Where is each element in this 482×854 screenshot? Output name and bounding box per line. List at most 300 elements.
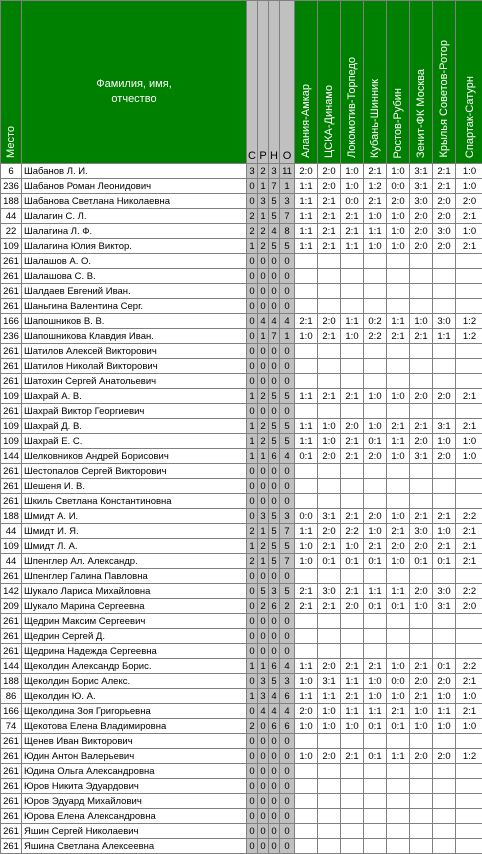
score-cell: 2:0 — [433, 749, 456, 764]
score-cell: 1:1 — [433, 704, 456, 719]
score-cell: 2:1 — [341, 209, 364, 224]
name-cell: Шахрай Д. В. — [22, 419, 247, 434]
stat-cell: 5 — [269, 509, 280, 524]
place-cell: 261 — [1, 839, 22, 854]
name-cell: Шабанова Светлана Николаевна — [22, 194, 247, 209]
stat-cell: 2 — [258, 419, 269, 434]
name-cell: Шахрай Виктор Георгиевич — [22, 404, 247, 419]
place-cell: 166 — [1, 704, 22, 719]
place-cell: 44 — [1, 209, 22, 224]
stat-cell: 0 — [280, 344, 295, 359]
score-cell: 2:1 — [456, 389, 482, 404]
score-cell: 2:1 — [410, 509, 433, 524]
score-cell — [387, 764, 410, 779]
score-cell — [387, 359, 410, 374]
score-cell — [295, 629, 318, 644]
place-cell: 261 — [1, 614, 22, 629]
stat-cell: 0 — [269, 344, 280, 359]
stat-cell: 0 — [280, 794, 295, 809]
stat-cell: 0 — [247, 344, 258, 359]
score-cell: 2:0 — [341, 599, 364, 614]
stat-cell: 1 — [258, 209, 269, 224]
stat-cell: 0 — [269, 734, 280, 749]
table-row — [1, 299, 482, 314]
stat-cell: 5 — [269, 194, 280, 209]
stat-cell: 3 — [247, 164, 258, 179]
stat-cell: 2 — [280, 599, 295, 614]
stat-cell: 0 — [258, 284, 269, 299]
score-cell — [341, 734, 364, 749]
score-cell: 2:1 — [318, 329, 341, 344]
score-cell — [364, 614, 387, 629]
table-row — [1, 179, 482, 194]
name-cell: Шалашова С. В. — [22, 269, 247, 284]
stat-cell: 0 — [269, 374, 280, 389]
place-cell: 261 — [1, 374, 22, 389]
score-cell: 1:0 — [295, 539, 318, 554]
score-cell: 3:1 — [433, 419, 456, 434]
score-cell: 2:1 — [341, 749, 364, 764]
score-cell: 2:0 — [433, 209, 456, 224]
stat-cell: 0 — [247, 284, 258, 299]
stat-cell: 2 — [258, 389, 269, 404]
score-cell: 1:0 — [318, 434, 341, 449]
table-row — [1, 464, 482, 479]
score-cell: 1:1 — [295, 209, 318, 224]
score-cell — [387, 614, 410, 629]
stat-cell: 0 — [258, 374, 269, 389]
score-cell — [341, 284, 364, 299]
score-cell — [456, 764, 482, 779]
score-cell: 1:0 — [433, 719, 456, 734]
score-cell — [387, 254, 410, 269]
score-cell — [318, 464, 341, 479]
score-cell: 1:0 — [433, 524, 456, 539]
stat-cell: 0 — [247, 794, 258, 809]
name-cell: Юрова Елена Александровна — [22, 809, 247, 824]
score-cell — [318, 269, 341, 284]
table-row — [1, 224, 482, 239]
score-cell: 2:0 — [318, 164, 341, 179]
stat-cell: 0 — [258, 569, 269, 584]
stat-cell: 0 — [247, 704, 258, 719]
place-header: Место — [1, 1, 22, 164]
score-cell — [456, 794, 482, 809]
name-cell: Юров Эдуард Михайлович — [22, 794, 247, 809]
score-cell: 2:0 — [387, 539, 410, 554]
score-cell — [318, 404, 341, 419]
stat-cell: 1 — [247, 449, 258, 464]
score-cell: 2:1 — [295, 599, 318, 614]
score-cell — [318, 614, 341, 629]
score-cell — [387, 569, 410, 584]
stat-cell: 5 — [280, 239, 295, 254]
score-cell: 1:0 — [364, 689, 387, 704]
place-cell: 109 — [1, 239, 22, 254]
score-cell: 1:0 — [456, 689, 482, 704]
stat-cell: 5 — [269, 239, 280, 254]
stat-cell: 0 — [247, 404, 258, 419]
name-cell: Шахрай Е. С. — [22, 434, 247, 449]
score-cell: 1:1 — [387, 749, 410, 764]
score-cell: 2:2 — [456, 584, 482, 599]
place-cell: 188 — [1, 674, 22, 689]
stat-cell: 2 — [258, 239, 269, 254]
score-cell: 2:1 — [387, 704, 410, 719]
score-cell: 2:1 — [456, 554, 482, 569]
score-cell — [364, 839, 387, 854]
score-cell: 1:0 — [456, 179, 482, 194]
stat-cell: 0 — [258, 719, 269, 734]
score-cell: 2:1 — [341, 659, 364, 674]
stat-cell: 0 — [269, 614, 280, 629]
stat-cell: 4 — [258, 314, 269, 329]
score-cell — [433, 374, 456, 389]
stat-cell: 0 — [269, 749, 280, 764]
score-cell: 3:0 — [433, 314, 456, 329]
stat-cell: 0 — [258, 359, 269, 374]
table-row — [1, 404, 482, 419]
name-cell: Шешеня И. В. — [22, 479, 247, 494]
header-row — [1, 1, 482, 164]
score-cell — [318, 284, 341, 299]
score-cell: 2:1 — [456, 539, 482, 554]
score-cell: 2:1 — [387, 419, 410, 434]
name-cell: Яшина Светлана Алексеевна — [22, 839, 247, 854]
score-cell — [341, 404, 364, 419]
stat-cell: 0 — [269, 254, 280, 269]
score-cell — [364, 284, 387, 299]
score-cell: 2:1 — [318, 389, 341, 404]
score-cell — [410, 734, 433, 749]
stat-cell: 3 — [280, 194, 295, 209]
score-cell: 1:0 — [364, 419, 387, 434]
stat-cell: 6 — [269, 659, 280, 674]
score-cell — [387, 809, 410, 824]
table-row — [1, 269, 482, 284]
name-cell: Щедрин Сергей Д. — [22, 629, 247, 644]
score-cell — [364, 494, 387, 509]
table-body — [1, 164, 482, 854]
score-cell: 1:0 — [410, 704, 433, 719]
name-cell: Щеколдина Зоя Григорьевна — [22, 704, 247, 719]
score-cell: 2:1 — [433, 509, 456, 524]
place-cell: 261 — [1, 359, 22, 374]
score-cell: 1:0 — [410, 314, 433, 329]
score-cell: 1:0 — [341, 539, 364, 554]
score-cell: 0:0 — [387, 179, 410, 194]
table-row — [1, 554, 482, 569]
stat-cell: 3 — [280, 674, 295, 689]
score-cell — [364, 479, 387, 494]
match-header: Ростов-Рубин — [387, 1, 410, 164]
name-cell: Шалагин С. Л. — [22, 209, 247, 224]
score-cell: 2:0 — [410, 389, 433, 404]
score-cell: 2:1 — [364, 539, 387, 554]
score-cell — [341, 374, 364, 389]
score-cell — [387, 734, 410, 749]
stat-cell: 0 — [280, 734, 295, 749]
score-cell — [341, 629, 364, 644]
score-cell — [318, 839, 341, 854]
stat-cell: 0 — [258, 764, 269, 779]
score-cell — [364, 374, 387, 389]
stat-cell: 0 — [247, 314, 258, 329]
match-header: Локомотив-Торпедо — [341, 1, 364, 164]
name-cell: Шалашов А. О. — [22, 254, 247, 269]
score-cell — [410, 794, 433, 809]
stat-cell: 2 — [258, 434, 269, 449]
table-row — [1, 239, 482, 254]
name-cell: Щеколдин Александр Борис. — [22, 659, 247, 674]
score-cell — [387, 494, 410, 509]
score-cell — [364, 359, 387, 374]
score-cell — [456, 404, 482, 419]
score-cell — [410, 839, 433, 854]
score-cell — [433, 614, 456, 629]
score-cell: 2:0 — [318, 314, 341, 329]
score-cell — [387, 374, 410, 389]
stat-cell: 0 — [258, 464, 269, 479]
score-cell — [433, 764, 456, 779]
name-cell: Щеколдин Борис Алекс. — [22, 674, 247, 689]
score-cell: 2:0 — [410, 239, 433, 254]
name-cell: Шалагина Юлия Виктор. — [22, 239, 247, 254]
stat-cell: 5 — [269, 674, 280, 689]
score-cell: 3:0 — [318, 584, 341, 599]
stat-cell: 4 — [280, 659, 295, 674]
score-cell: 2:1 — [433, 539, 456, 554]
score-cell: 2:0 — [456, 194, 482, 209]
score-cell — [295, 779, 318, 794]
score-cell: 1:0 — [295, 674, 318, 689]
score-cell: 2:1 — [341, 509, 364, 524]
score-cell — [341, 644, 364, 659]
place-cell: 261 — [1, 629, 22, 644]
table-row — [1, 344, 482, 359]
stat-cell: 1 — [247, 239, 258, 254]
place-cell: 109 — [1, 419, 22, 434]
score-cell: 1:0 — [387, 164, 410, 179]
score-cell: 2:0 — [433, 674, 456, 689]
stat-cell: 0 — [258, 749, 269, 764]
place-cell: 261 — [1, 464, 22, 479]
score-cell: 2:0 — [364, 449, 387, 464]
stat-header: Р — [258, 1, 269, 164]
name-cell: Яшин Сергей Николаевич — [22, 824, 247, 839]
stat-cell: 0 — [258, 629, 269, 644]
score-cell — [433, 479, 456, 494]
place-cell: 144 — [1, 659, 22, 674]
score-cell: 3:0 — [410, 524, 433, 539]
table-row — [1, 509, 482, 524]
score-cell — [341, 779, 364, 794]
score-cell — [433, 569, 456, 584]
score-cell — [295, 824, 318, 839]
score-cell — [456, 284, 482, 299]
place-cell: 86 — [1, 689, 22, 704]
score-cell: 3:0 — [410, 194, 433, 209]
stat-cell: 7 — [269, 329, 280, 344]
score-cell: 1:2 — [456, 314, 482, 329]
stat-cell: 0 — [269, 764, 280, 779]
stat-cell: 3 — [269, 164, 280, 179]
stat-cell: 0 — [258, 839, 269, 854]
score-cell — [318, 254, 341, 269]
score-cell: 1:0 — [364, 209, 387, 224]
score-cell — [387, 269, 410, 284]
score-cell — [318, 479, 341, 494]
stat-cell: 0 — [258, 299, 269, 314]
place-cell: 22 — [1, 224, 22, 239]
stat-cell: 5 — [269, 554, 280, 569]
stat-cell: 0 — [258, 404, 269, 419]
match-header: Кубань-Шинник — [364, 1, 387, 164]
stat-cell: 1 — [258, 179, 269, 194]
score-cell — [364, 404, 387, 419]
stat-cell: 5 — [258, 584, 269, 599]
score-cell — [410, 569, 433, 584]
score-cell: 2:0 — [341, 419, 364, 434]
table-row — [1, 389, 482, 404]
stat-cell: 0 — [280, 479, 295, 494]
score-cell: 1:1 — [433, 329, 456, 344]
stat-cell: 0 — [258, 269, 269, 284]
stat-cell: 0 — [280, 359, 295, 374]
score-cell: 2:1 — [318, 224, 341, 239]
score-cell: 0:1 — [387, 599, 410, 614]
score-cell — [341, 359, 364, 374]
score-cell — [456, 464, 482, 479]
stat-cell: 0 — [269, 629, 280, 644]
stat-cell: 0 — [247, 614, 258, 629]
score-cell: 1:0 — [364, 674, 387, 689]
stat-cell: 1 — [258, 329, 269, 344]
match-header: Алания-Амкар — [295, 1, 318, 164]
score-cell: 2:0 — [387, 194, 410, 209]
stat-cell: 0 — [247, 629, 258, 644]
stat-cell: 0 — [247, 299, 258, 314]
score-cell: 1:1 — [295, 419, 318, 434]
stat-cell: 3 — [280, 509, 295, 524]
score-cell — [410, 629, 433, 644]
score-cell — [295, 464, 318, 479]
score-cell — [387, 779, 410, 794]
score-cell: 0:1 — [410, 554, 433, 569]
score-cell: 2:1 — [387, 524, 410, 539]
table-row — [1, 614, 482, 629]
score-cell — [387, 299, 410, 314]
score-cell: 1:1 — [364, 224, 387, 239]
score-cell: 2:0 — [410, 584, 433, 599]
score-cell — [295, 299, 318, 314]
stat-cell: 8 — [280, 224, 295, 239]
score-cell — [341, 494, 364, 509]
score-cell — [295, 344, 318, 359]
score-cell — [433, 794, 456, 809]
stat-cell: 0 — [269, 569, 280, 584]
stat-cell: 2 — [258, 539, 269, 554]
score-cell — [456, 779, 482, 794]
score-cell — [410, 809, 433, 824]
match-header: Крылья Советов-Ротор — [433, 1, 456, 164]
score-cell — [364, 254, 387, 269]
stat-cell: 7 — [269, 179, 280, 194]
place-cell: 142 — [1, 584, 22, 599]
score-cell — [410, 404, 433, 419]
table-row — [1, 194, 482, 209]
score-cell: 2:2 — [456, 659, 482, 674]
score-cell — [318, 629, 341, 644]
score-cell: 0:1 — [364, 599, 387, 614]
score-cell — [410, 779, 433, 794]
name-cell: Шабанов Л. И. — [22, 164, 247, 179]
place-cell: 261 — [1, 734, 22, 749]
table-row — [1, 209, 482, 224]
stat-cell: 0 — [280, 299, 295, 314]
table-row — [1, 419, 482, 434]
score-cell: 2:0 — [318, 659, 341, 674]
place-cell: 261 — [1, 779, 22, 794]
place-cell: 261 — [1, 404, 22, 419]
stat-cell: 0 — [247, 779, 258, 794]
stat-cell: 0 — [269, 299, 280, 314]
stat-cell: 0 — [247, 254, 258, 269]
score-cell: 1:0 — [433, 689, 456, 704]
table-row — [1, 764, 482, 779]
name-cell: Шатохин Сергей Анатольевич — [22, 374, 247, 389]
score-cell: 1:2 — [364, 179, 387, 194]
score-cell: 2:0 — [410, 674, 433, 689]
stat-cell: 0 — [280, 839, 295, 854]
score-cell — [318, 809, 341, 824]
place-cell: 261 — [1, 269, 22, 284]
stat-cell: 1 — [258, 554, 269, 569]
stat-cell: 0 — [280, 614, 295, 629]
stat-cell: 0 — [269, 269, 280, 284]
place-cell: 261 — [1, 344, 22, 359]
score-cell — [341, 479, 364, 494]
score-cell — [295, 404, 318, 419]
score-cell: 0:1 — [364, 719, 387, 734]
name-cell: Шатилов Алексей Викторович — [22, 344, 247, 359]
stat-cell: 1 — [247, 539, 258, 554]
score-cell: 1:0 — [456, 224, 482, 239]
table-row — [1, 569, 482, 584]
place-cell: 166 — [1, 314, 22, 329]
stat-cell: 0 — [280, 269, 295, 284]
stat-cell: 5 — [280, 539, 295, 554]
stat-cell: 4 — [280, 704, 295, 719]
table-row — [1, 359, 482, 374]
stat-cell: 6 — [280, 719, 295, 734]
score-cell: 1:1 — [387, 584, 410, 599]
score-cell: 1:0 — [341, 164, 364, 179]
stat-cell: 0 — [247, 749, 258, 764]
score-cell: 0:2 — [364, 314, 387, 329]
score-cell: 1:0 — [341, 719, 364, 734]
score-cell — [341, 764, 364, 779]
stat-cell: 7 — [280, 209, 295, 224]
name-cell: Шапошников В. В. — [22, 314, 247, 329]
stat-cell: 6 — [280, 689, 295, 704]
stat-cell: 0 — [247, 179, 258, 194]
score-cell — [433, 644, 456, 659]
score-cell: 1:1 — [295, 239, 318, 254]
name-cell: Шатилов Николай Викторович — [22, 359, 247, 374]
score-cell: 2:1 — [318, 599, 341, 614]
score-cell — [433, 344, 456, 359]
